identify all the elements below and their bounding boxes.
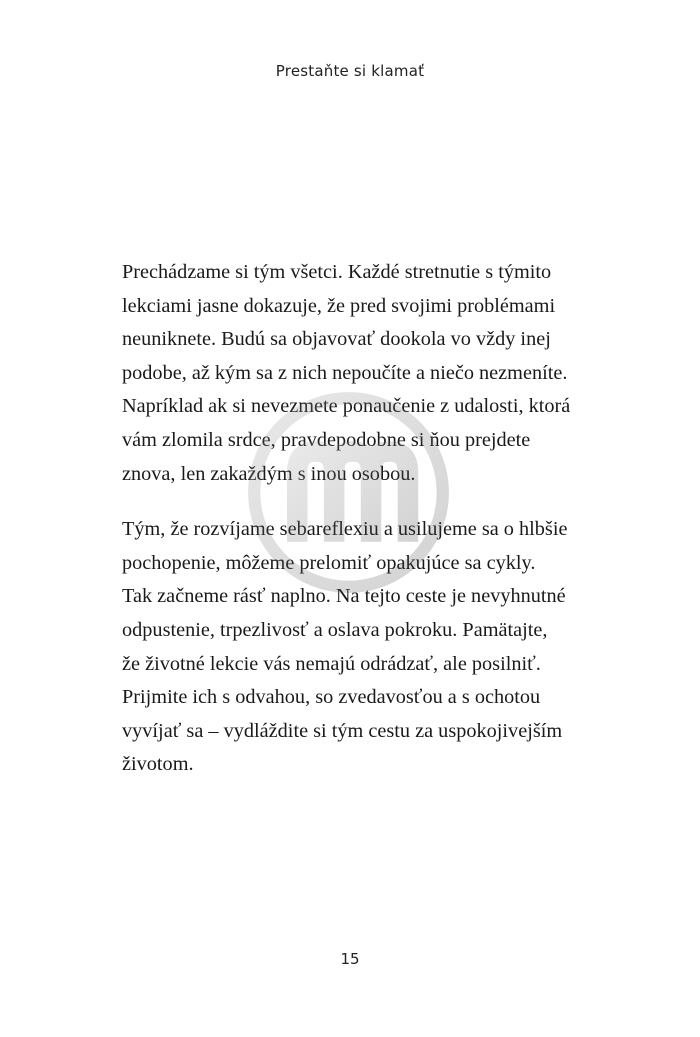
text-line: Napríklad ak si nevezmete ponaučenie z udalosti, ktorá <box>122 395 571 418</box>
text-line: vyvíjať sa – vydláždite si tým cestu za uspokojivejším <box>122 719 563 742</box>
text-line: Prechádzame si tým všetci. Každé stretnutie s týmito <box>122 261 552 283</box>
running-head-title: Prestaňte si klamať <box>275 62 425 80</box>
publisher-m-logo-icon <box>246 390 451 595</box>
text-line: odpustenie, trpezlivosť a oslava pokroku. Pamätajte, <box>122 618 548 641</box>
text-line: podobe, až kým sa z nich nepoučíte a niečo nezmeníte. <box>122 361 568 384</box>
text-line: Tým, že rozvíjame sebareflexiu a usilujeme sa o hlbšie <box>122 518 568 541</box>
text-line: znova, len zakaždým s inou osobou. <box>122 462 416 485</box>
text-line: životom. <box>122 753 194 776</box>
text-line: pochopenie, môžeme prelomiť opakujúce sa cykly. <box>122 551 536 574</box>
text-line: že životné lekcie vás nemajú odrádzať, ale posilniť. <box>122 652 541 675</box>
page-number: 15 <box>340 950 360 968</box>
text-line: Tak začneme rásť naplno. Na tejto ceste je nevyhnutné <box>122 585 566 608</box>
text-line: neuniknete. Budú sa objavovať dookola vo vždy inej <box>122 328 551 351</box>
text-line: Prijmite ich s odvahou, so zvedavosťou a s ochotou <box>122 686 541 709</box>
text-line: lekciami jasne dokazuje, že pred svojimi problémami <box>122 294 556 317</box>
text-line: vám zlomila srdce, pravdepodobne si ňou prejdete <box>122 428 531 451</box>
